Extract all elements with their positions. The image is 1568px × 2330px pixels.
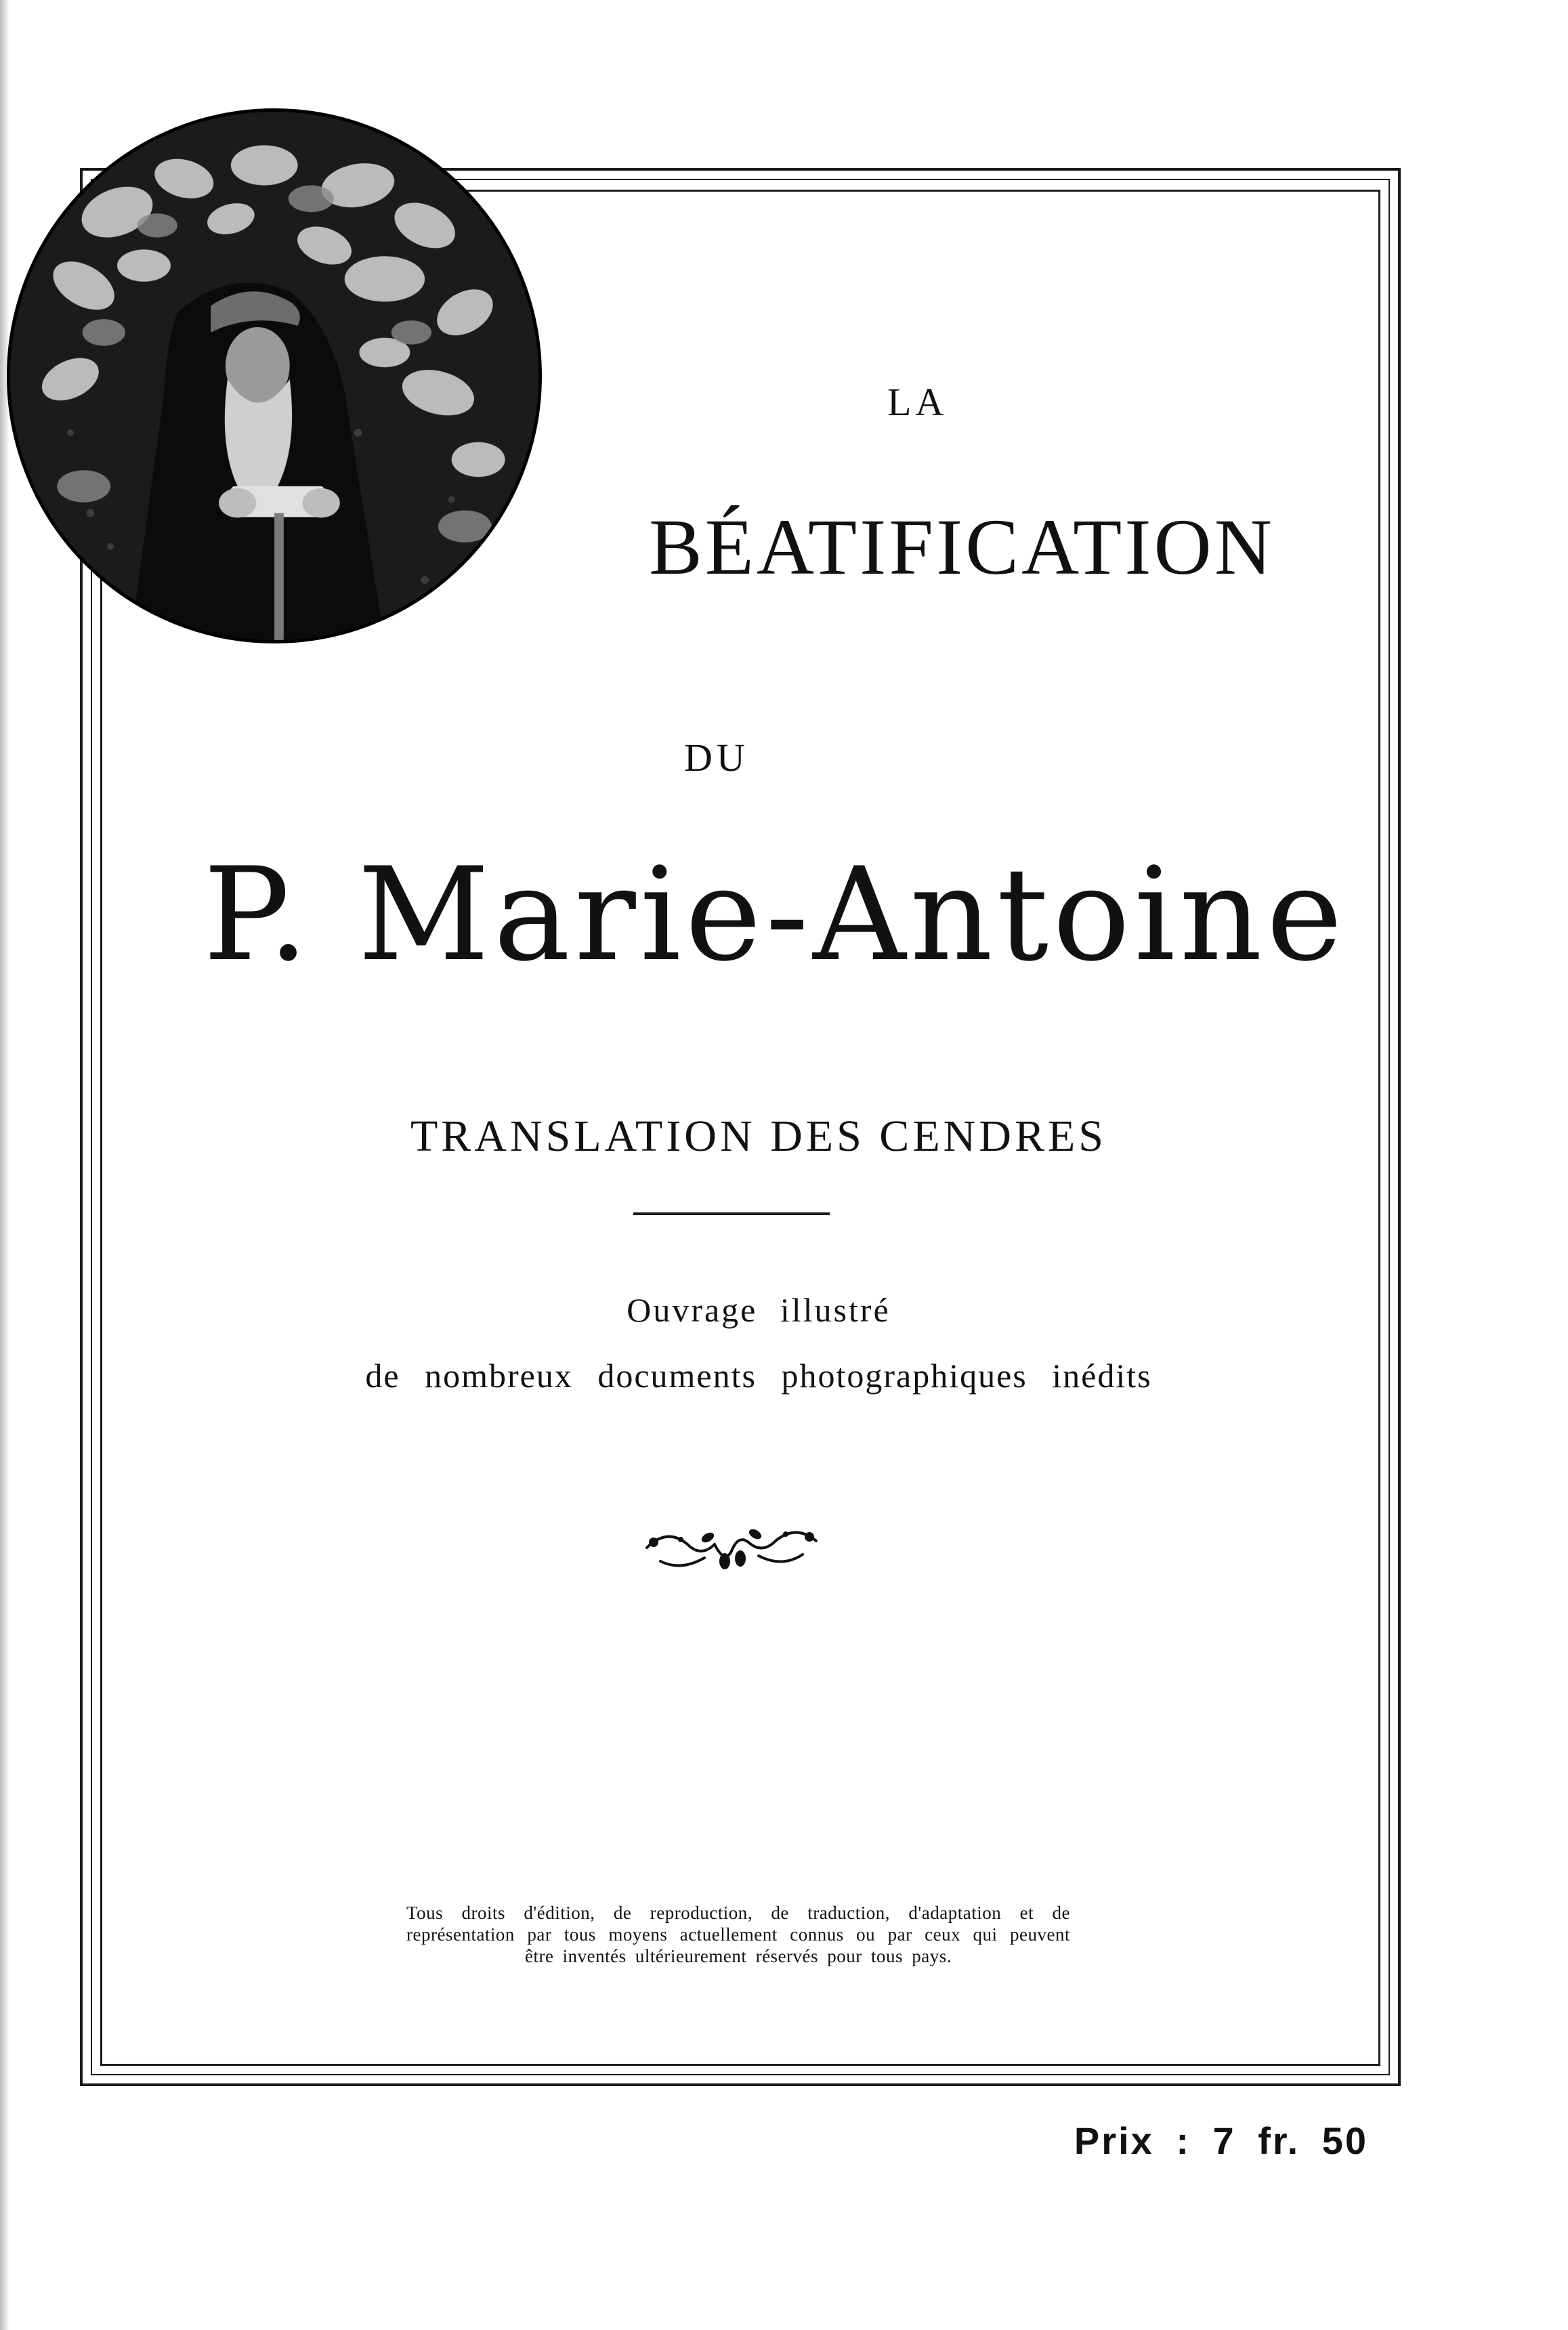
main-title: BÉATIFICATION — [649, 503, 1275, 591]
divider-rule — [633, 1212, 830, 1215]
portrait-medallion — [7, 108, 542, 643]
price-label: Prix : 7 fr. 50 — [1074, 2119, 1368, 2162]
title-preposition: DU — [684, 736, 749, 780]
circular-portrait-photo — [10, 112, 538, 640]
subject-name: P. Marie-Antoine — [203, 840, 1347, 990]
description-line-1: Ouvrage illustré — [627, 1291, 891, 1329]
title-article: LA — [887, 380, 948, 424]
subtitle: TRANSLATION DES CENDRES — [410, 1111, 1107, 1161]
floral-ornament-icon — [640, 1514, 823, 1578]
rights-notice: Tous droits d'édition, de reproduction, de traduction, d'adaptation et de représentation par tous moyens actuellement connus ou par ceux qui peuvent être inventés ultérieurement réservés pour tous pays. — [406, 1903, 1070, 1966]
description-line-2: de nombreux documents photographiques inédits — [365, 1357, 1152, 1395]
